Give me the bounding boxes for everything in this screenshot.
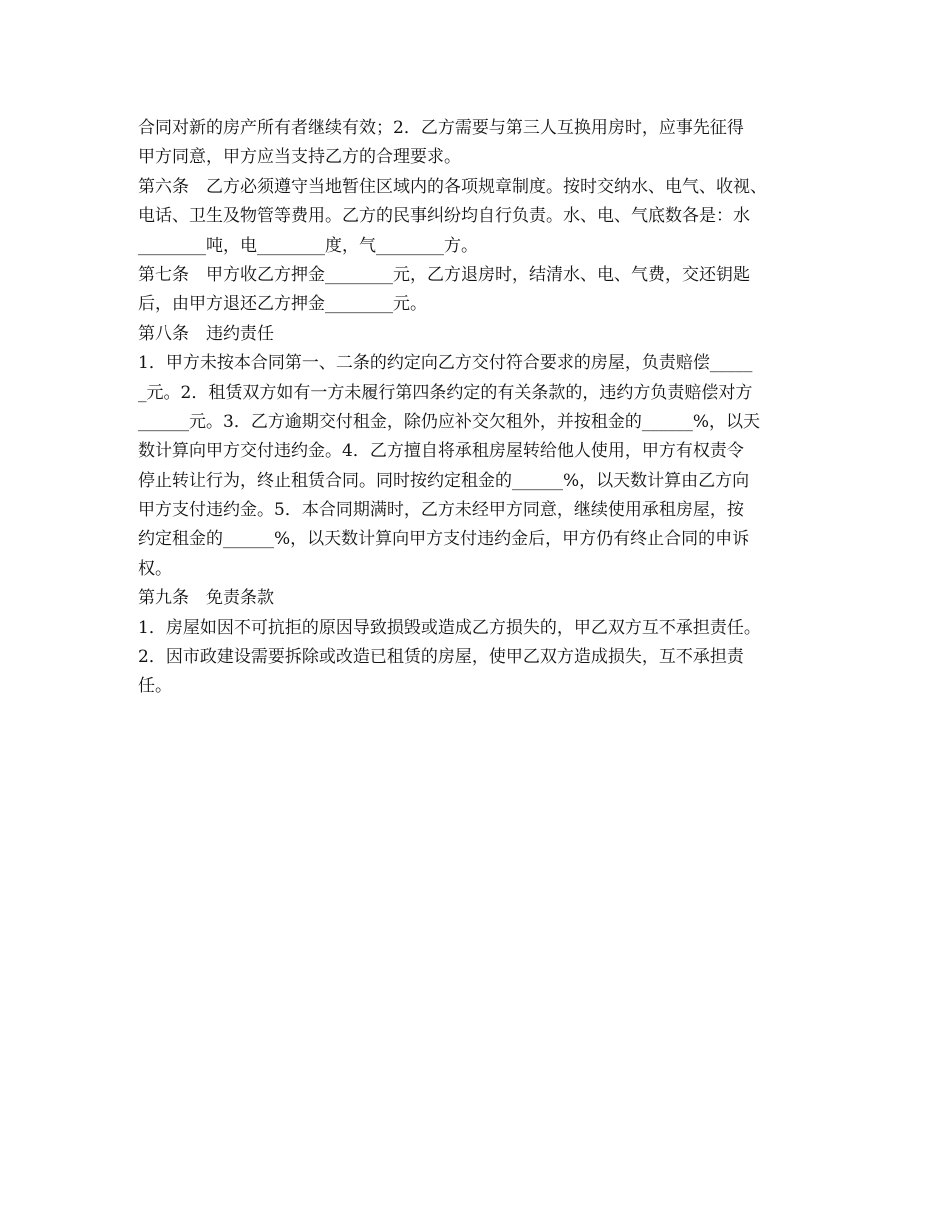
text-line: 后，由甲方退还乙方押金________元。 bbox=[138, 294, 427, 315]
text-line: 合同对新的房产所有者继续有效；2．乙方需要与第三人互换用房时，应事先征得 bbox=[138, 118, 744, 138]
clause-7-heading-line: 第七条 甲方收乙方押金________元，乙方退房时，结清水、电、气费，交还钥匙 bbox=[138, 264, 750, 285]
text-line: 任。 bbox=[138, 676, 172, 697]
text-line: ________吨，电________度，气________方。 bbox=[138, 235, 478, 256]
clause-9-heading: 第九条 免责条款 bbox=[138, 588, 274, 609]
text-line: 甲方同意，甲方应当支持乙方的合理要求。 bbox=[138, 147, 461, 168]
text-line: 数计算向甲方交付违约金。4．乙方擅自将承租房屋转给他人使用，甲方有权责令 bbox=[138, 441, 744, 462]
text-line: 约定租金的______%，以天数计算向甲方支付违约金后，甲方仍有终止合同的申诉 bbox=[138, 529, 750, 550]
document-body bbox=[138, 114, 818, 702]
text-line: 停止转让行为，终止租赁合同。同时按约定租金的______%，以天数计算由乙方向 bbox=[138, 470, 750, 491]
clause-8-heading: 第八条 违约责任 bbox=[138, 323, 274, 344]
text-line: _元。2．租赁双方如有一方未履行第四条约定的有关条款的，违约方负责赔偿对方 bbox=[138, 382, 753, 403]
text-line: 1．甲方未按本合同第一、二条的约定向乙方交付符合要求的房屋，负责赔偿_____ bbox=[138, 353, 753, 374]
text-line: 1．房屋如因不可抗拒的原因导致损毁或造成乙方损失的，甲乙双方互不承担责任。 bbox=[138, 617, 761, 638]
text-line: 权。 bbox=[138, 558, 172, 579]
text-line: 2．因市政建设需要拆除或改造已租赁的房屋，使甲乙双方造成损失，互不承担责 bbox=[138, 647, 744, 668]
text-line: 电话、卫生及物管等费用。乙方的民事纠纷均自行负责。水、电、气底数各是：水 bbox=[138, 206, 750, 227]
text-line: ______元。3．乙方逾期交付租金，除仍应补交欠租外，并按租金的______%，以天 bbox=[138, 411, 760, 432]
clause-6-heading-line: 第六条 乙方必须遵守当地暂住区域内的各项规章制度。按时交纳水、电气、收视、 bbox=[138, 176, 767, 197]
text-line: 甲方支付违约金。5．本合同期满时，乙方未经甲方同意，继续使用承租房屋，按 bbox=[138, 500, 744, 521]
